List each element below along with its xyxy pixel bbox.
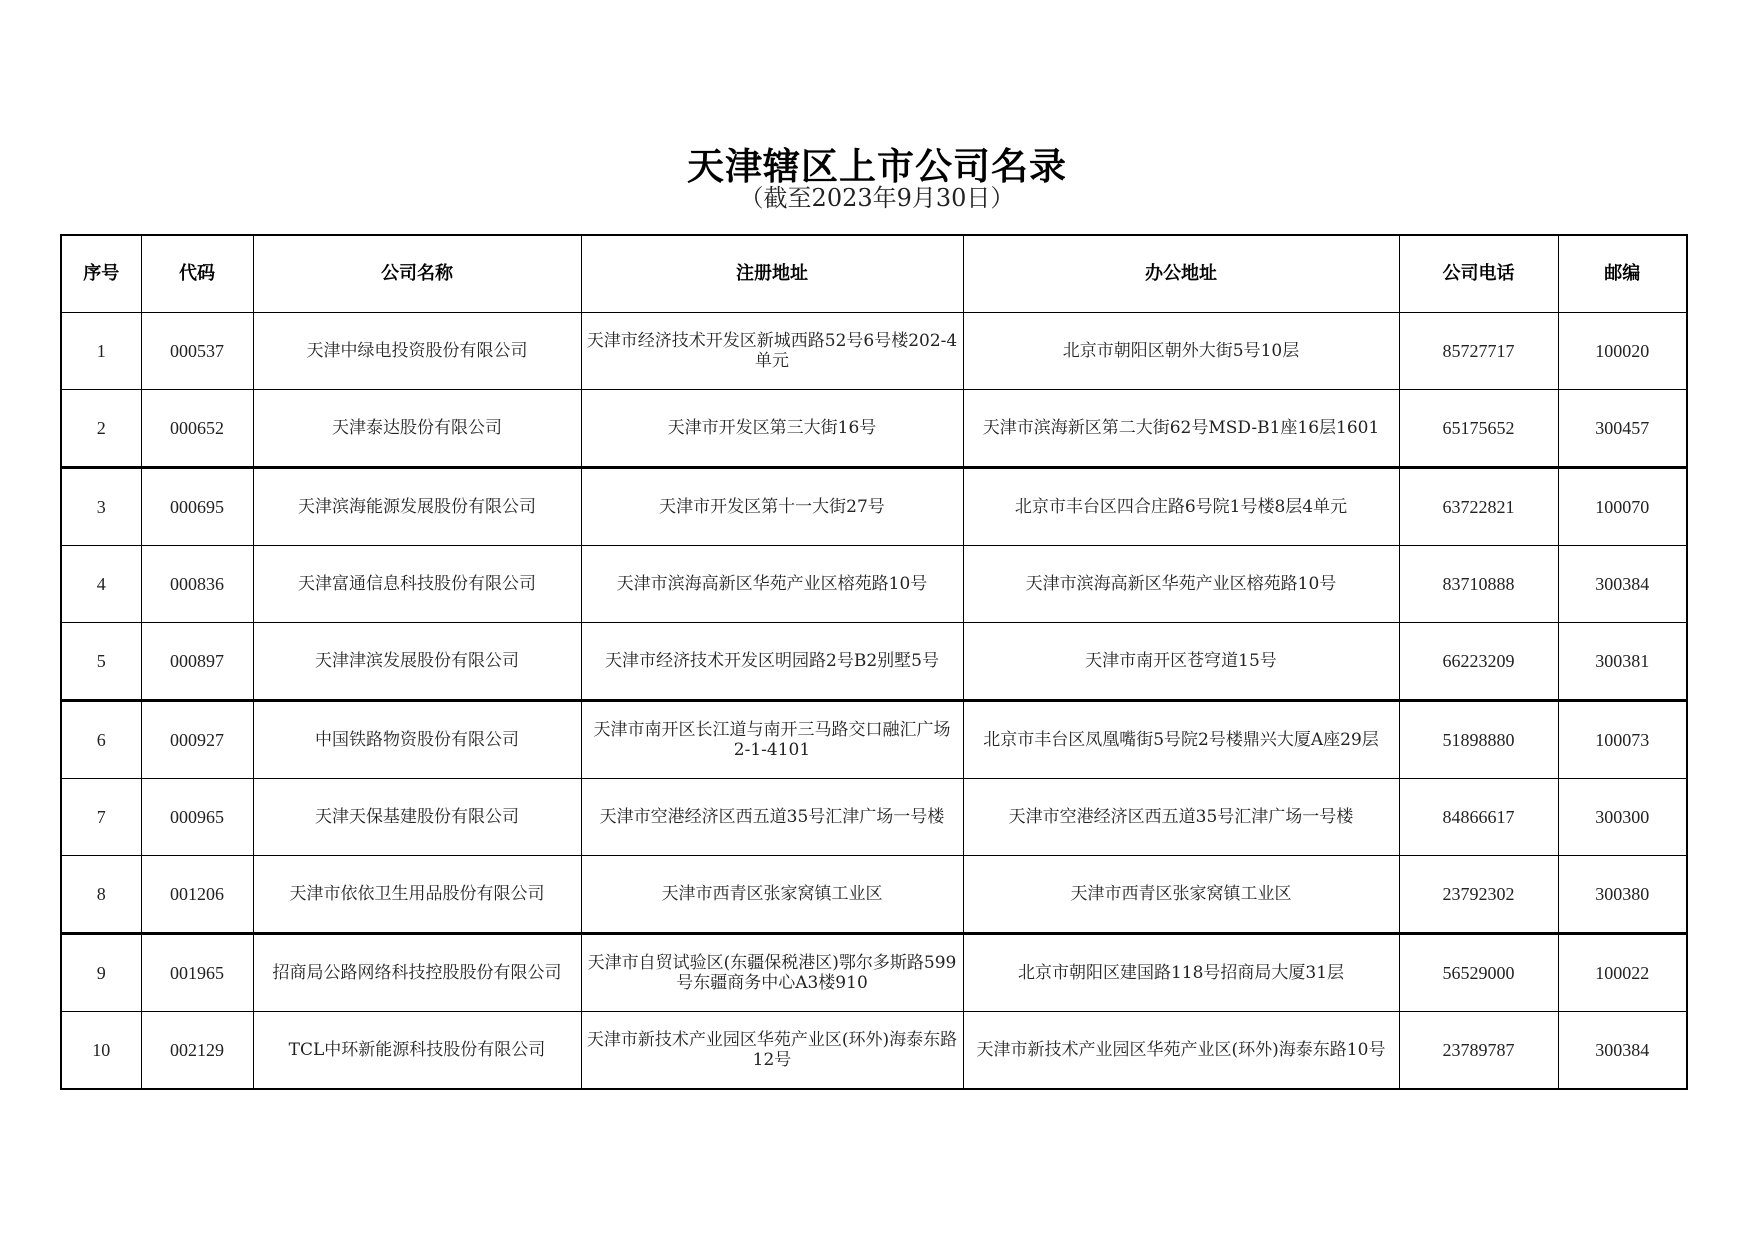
cell-postal-code: 300384 (1558, 546, 1687, 623)
header-serial-no: 序号 (61, 235, 141, 313)
table-row (61, 546, 1687, 623)
table-row (61, 856, 1687, 934)
cell-company-phone: 66223209 (1399, 623, 1558, 701)
cell-registered-address: 天津市自贸试验区(东疆保税港区)鄂尔多斯路599号东疆商务中心A3楼910 (581, 934, 963, 1012)
cell-registered-address: 天津市空港经济区西五道35号汇津广场一号楼 (581, 779, 963, 856)
document-title: 天津辖区上市公司名录 (687, 145, 1067, 188)
cell-office-address: 北京市朝阳区建国路118号招商局大厦31层 (963, 934, 1399, 1012)
cell-postal-code: 300381 (1558, 623, 1687, 701)
cell-serial-no: 10 (61, 1012, 141, 1090)
table-row (61, 468, 1687, 546)
table-header-row (61, 235, 1687, 313)
cell-stock-code: 000965 (141, 779, 253, 856)
cell-postal-code: 300300 (1558, 779, 1687, 856)
cell-registered-address: 天津市南开区长江道与南开三马路交口融汇广场2-1-4101 (581, 701, 963, 779)
cell-stock-code: 000897 (141, 623, 253, 701)
header-postal-code: 邮编 (1558, 235, 1687, 313)
cell-stock-code: 000695 (141, 468, 253, 546)
cell-company-phone: 63722821 (1399, 468, 1558, 546)
header-stock-code: 代码 (141, 235, 253, 313)
cell-company-name: 天津中绿电投资股份有限公司 (253, 313, 581, 390)
cell-company-name: 中国铁路物资股份有限公司 (253, 701, 581, 779)
cell-postal-code: 100073 (1558, 701, 1687, 779)
table-row (61, 390, 1687, 468)
cell-serial-no: 7 (61, 779, 141, 856)
cell-registered-address: 天津市开发区第三大街16号 (581, 390, 963, 468)
cell-company-phone: 65175652 (1399, 390, 1558, 468)
header-office-address: 办公地址 (963, 235, 1399, 313)
cell-registered-address: 天津市经济技术开发区新城西路52号6号楼202-4单元 (581, 313, 963, 390)
cell-registered-address: 天津市经济技术开发区明园路2号B2别墅5号 (581, 623, 963, 701)
cell-stock-code: 001965 (141, 934, 253, 1012)
cell-postal-code: 300457 (1558, 390, 1687, 468)
cell-stock-code: 000537 (141, 313, 253, 390)
cell-company-name: TCL中环新能源科技股份有限公司 (253, 1012, 581, 1090)
header-company-phone: 公司电话 (1399, 235, 1558, 313)
cell-stock-code: 000652 (141, 390, 253, 468)
table-row (61, 313, 1687, 390)
cell-office-address: 北京市丰台区凤凰嘴街5号院2号楼鼎兴大厦A座29层 (963, 701, 1399, 779)
cell-postal-code: 300380 (1558, 856, 1687, 934)
cell-postal-code: 100070 (1558, 468, 1687, 546)
cell-company-name: 招商局公路网络科技控股股份有限公司 (253, 934, 581, 1012)
cell-serial-no: 9 (61, 934, 141, 1012)
header-registered-address: 注册地址 (581, 235, 963, 313)
table-row (61, 1012, 1687, 1090)
cell-company-phone: 23792302 (1399, 856, 1558, 934)
cell-office-address: 北京市朝阳区朝外大街5号10层 (963, 313, 1399, 390)
cell-company-name: 天津滨海能源发展股份有限公司 (253, 468, 581, 546)
table-row (61, 934, 1687, 1012)
cell-registered-address: 天津市西青区张家窝镇工业区 (581, 856, 963, 934)
cell-postal-code: 300384 (1558, 1012, 1687, 1090)
cell-registered-address: 天津市开发区第十一大街27号 (581, 468, 963, 546)
cell-office-address: 天津市西青区张家窝镇工业区 (963, 856, 1399, 934)
cell-office-address: 天津市新技术产业园区华苑产业区(环外)海泰东路10号 (963, 1012, 1399, 1090)
cell-serial-no: 1 (61, 313, 141, 390)
cell-stock-code: 000836 (141, 546, 253, 623)
cell-postal-code: 100020 (1558, 313, 1687, 390)
cell-office-address: 天津市空港经济区西五道35号汇津广场一号楼 (963, 779, 1399, 856)
cell-serial-no: 3 (61, 468, 141, 546)
document-subtitle-date: （截至2023年9月30日） (739, 184, 1015, 212)
cell-serial-no: 2 (61, 390, 141, 468)
cell-postal-code: 100022 (1558, 934, 1687, 1012)
cell-office-address: 天津市滨海高新区华苑产业区榕苑路10号 (963, 546, 1399, 623)
cell-serial-no: 6 (61, 701, 141, 779)
cell-serial-no: 5 (61, 623, 141, 701)
table-row (61, 623, 1687, 701)
cell-company-name: 天津富通信息科技股份有限公司 (253, 546, 581, 623)
cell-company-phone: 83710888 (1399, 546, 1558, 623)
cell-office-address: 天津市南开区苍穹道15号 (963, 623, 1399, 701)
table-row (61, 701, 1687, 779)
cell-serial-no: 8 (61, 856, 141, 934)
cell-office-address: 北京市丰台区四合庄路6号院1号楼8层4单元 (963, 468, 1399, 546)
cell-company-phone: 23789787 (1399, 1012, 1558, 1090)
cell-stock-code: 000927 (141, 701, 253, 779)
cell-stock-code: 001206 (141, 856, 253, 934)
cell-registered-address: 天津市新技术产业园区华苑产业区(环外)海泰东路12号 (581, 1012, 963, 1090)
cell-company-name: 天津市依依卫生用品股份有限公司 (253, 856, 581, 934)
cell-company-name: 天津天保基建股份有限公司 (253, 779, 581, 856)
cell-registered-address: 天津市滨海高新区华苑产业区榕苑路10号 (581, 546, 963, 623)
listed-companies-table (60, 234, 1688, 1090)
cell-company-name: 天津津滨发展股份有限公司 (253, 623, 581, 701)
cell-stock-code: 002129 (141, 1012, 253, 1090)
header-company-name: 公司名称 (253, 235, 581, 313)
cell-office-address: 天津市滨海新区第二大街62号MSD-B1座16层1601 (963, 390, 1399, 468)
cell-serial-no: 4 (61, 546, 141, 623)
cell-company-name: 天津泰达股份有限公司 (253, 390, 581, 468)
cell-company-phone: 84866617 (1399, 779, 1558, 856)
cell-company-phone: 85727717 (1399, 313, 1558, 390)
table-row (61, 779, 1687, 856)
cell-company-phone: 51898880 (1399, 701, 1558, 779)
cell-company-phone: 56529000 (1399, 934, 1558, 1012)
